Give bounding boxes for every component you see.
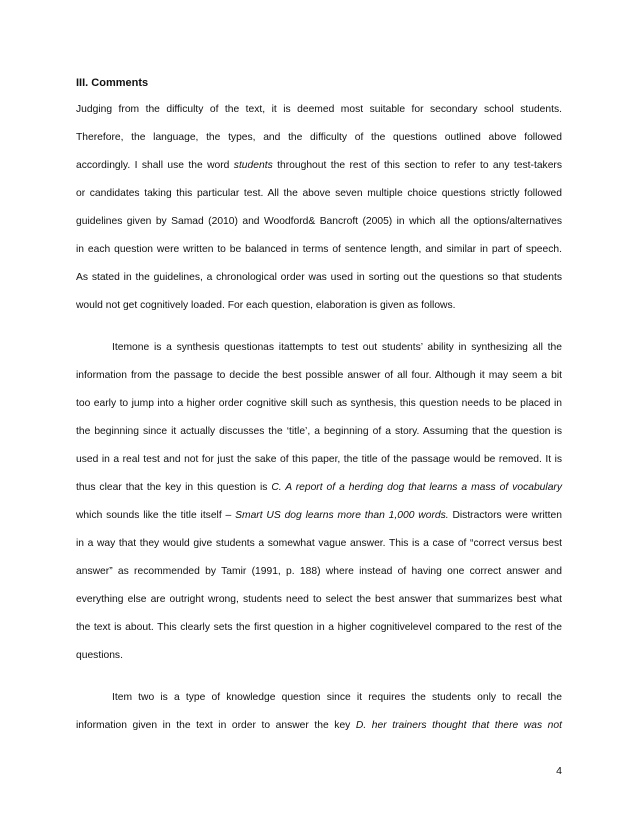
italic-answer-key: C. A report of a herding dog that learns a mass of vocabulary [271,482,563,493]
italic-answer-key: D. her trainers thought that there was not [355,720,562,731]
paragraph-2-line-5: used in a real test and not for just the sake of this paper, the title of the passage would be removed. It is [76,454,562,465]
paragraph-1-line-1: Judging from the difficulty of the text, it is deemed most suitable for secondary school students. [76,104,562,115]
paragraph-1-line-5: guidelines given by Samad (2010) and Woodford& Bancroft (2005) in which all the options/alternatives [76,216,562,227]
paragraph-2-line-4: the beginning since it actually discusses the ‘title’, a beginning of a story. Assuming that the question is [76,426,562,437]
page-number: 4 [556,765,562,777]
text-run: Distractors were written [448,510,562,521]
section-heading: III. Comments [76,77,149,89]
paragraph-2-line-8: in a way that they would give students a somewhat vague answer. This is a case of “correct versus best [76,538,562,549]
paragraph-2-line-12: questions. [76,650,123,661]
paragraph-1-line-2: Therefore, the language, the types, and the difficulty of the questions outlined above followed [76,132,562,143]
italic-term: students [233,160,273,171]
text-run: thus clear that the key in this question is [76,482,272,493]
paragraph-1-line-4: or candidates taking this particular test. All the above seven multiple choice questions strictly followed [76,188,562,199]
paragraph-1-line-7: As stated in the guidelines, a chronological order was used in sorting out the questions so that students [76,272,562,283]
text-run: information given in the text in order to answer the key [76,720,356,731]
paragraph-2-line-6 [76,481,562,495]
paragraph-2-line-7 [76,509,562,523]
paragraph-2-line-3: too early to jump into a higher order cognitive skill such as synthesis, this question needs to be placed in [76,398,562,409]
text-run: which sounds like the title itself – [76,510,236,521]
paragraph-2-line-9: answer” as recommended by Tamir (1991, p. 188) where instead of having one correct answer and [76,566,562,577]
italic-title: Smart US dog learns more than 1,000 words. [235,510,449,521]
paragraph-3-line-1: Item two is a type of knowledge question since it requires the students only to recall the [112,692,562,703]
paragraph-1-line-6: in each question were written to be balanced in terms of sentence length, and similar in part of speech. [76,244,562,255]
paragraph-2-line-1: Itemone is a synthesis questionas itattempts to test out students’ ability in synthesizing all the [112,342,562,353]
paragraph-2-line-2: information from the passage to decide the best possible answer of all four. Although it may seem a bit [76,370,562,381]
text-run: throughout the rest of this section to refer to any test-takers [272,160,562,171]
paragraph-1-line-3 [76,159,562,173]
paragraph-2-line-10: everything else are outright wrong, students need to select the best answer that summarizes best what [76,594,562,605]
paragraph-3-line-2 [76,719,562,733]
text-run: accordingly. I shall use the word [76,160,234,171]
paragraph-2-line-11: the text is about. This clearly sets the first question in a higher cognitivelevel compared to the rest of the [76,622,562,633]
paragraph-1-line-8: would not get cognitively loaded. For each question, elaboration is given as follows. [76,300,456,311]
